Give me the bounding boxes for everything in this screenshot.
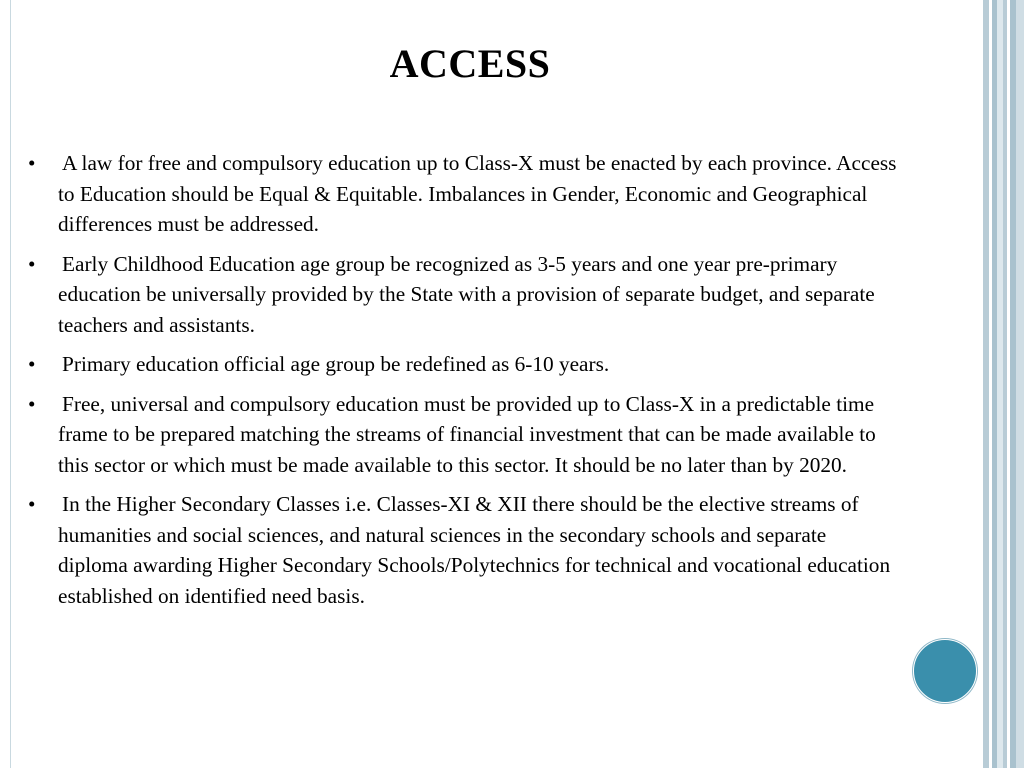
bullet-text: Free, universal and compulsory education must be provided up to Class-X in a predictable time frame to be prepared matching the streams of financial investment that can be made available to this sector or which must be made available to this sector. It should be no later than by 2020. (58, 391, 876, 477)
bullet-item (28, 489, 898, 611)
bullet-item (28, 249, 898, 341)
bullet-point-icon: • (28, 251, 36, 276)
bullet-item (28, 389, 898, 481)
right-decorative-border (980, 0, 1024, 768)
bullet-point-icon: • (28, 391, 36, 416)
bullet-point-icon: • (28, 151, 36, 175)
bullet-list (28, 148, 898, 620)
slide-title: ACCESS (389, 41, 551, 86)
bullet-item (28, 148, 898, 240)
bullet-text: A law for free and compulsory education up to Class-X must be enacted by each province. Access to Education should be Equal & Equitable. Imbalances in Gender, Economic and Geographical differences must be addressed. (58, 151, 897, 236)
bullet-text: Early Childhood Education age group be recognized as 3-5 years and one year pre-primary education be universally provided by the State with a provision of separate budget, and separate teachers and assistants. (58, 251, 875, 337)
left-margin-rule (10, 0, 11, 768)
border-stripe (1016, 0, 1024, 768)
bullet-text: Primary education official age group be redefined as 6-10 years. (62, 352, 610, 376)
bullet-item (28, 349, 898, 380)
decorative-circle-icon (913, 639, 977, 703)
bullet-point-icon: • (28, 352, 36, 376)
bullet-point-icon: • (28, 492, 36, 516)
bullet-text: In the Higher Secondary Classes i.e. Classes-XI & XII there should be the elective streams of humanities and social sciences, and natural sciences in the secondary schools and separate diploma awarding Higher Secondary Schools/Polytechnics for technical and vocational education established on identified need basis. (58, 492, 891, 608)
